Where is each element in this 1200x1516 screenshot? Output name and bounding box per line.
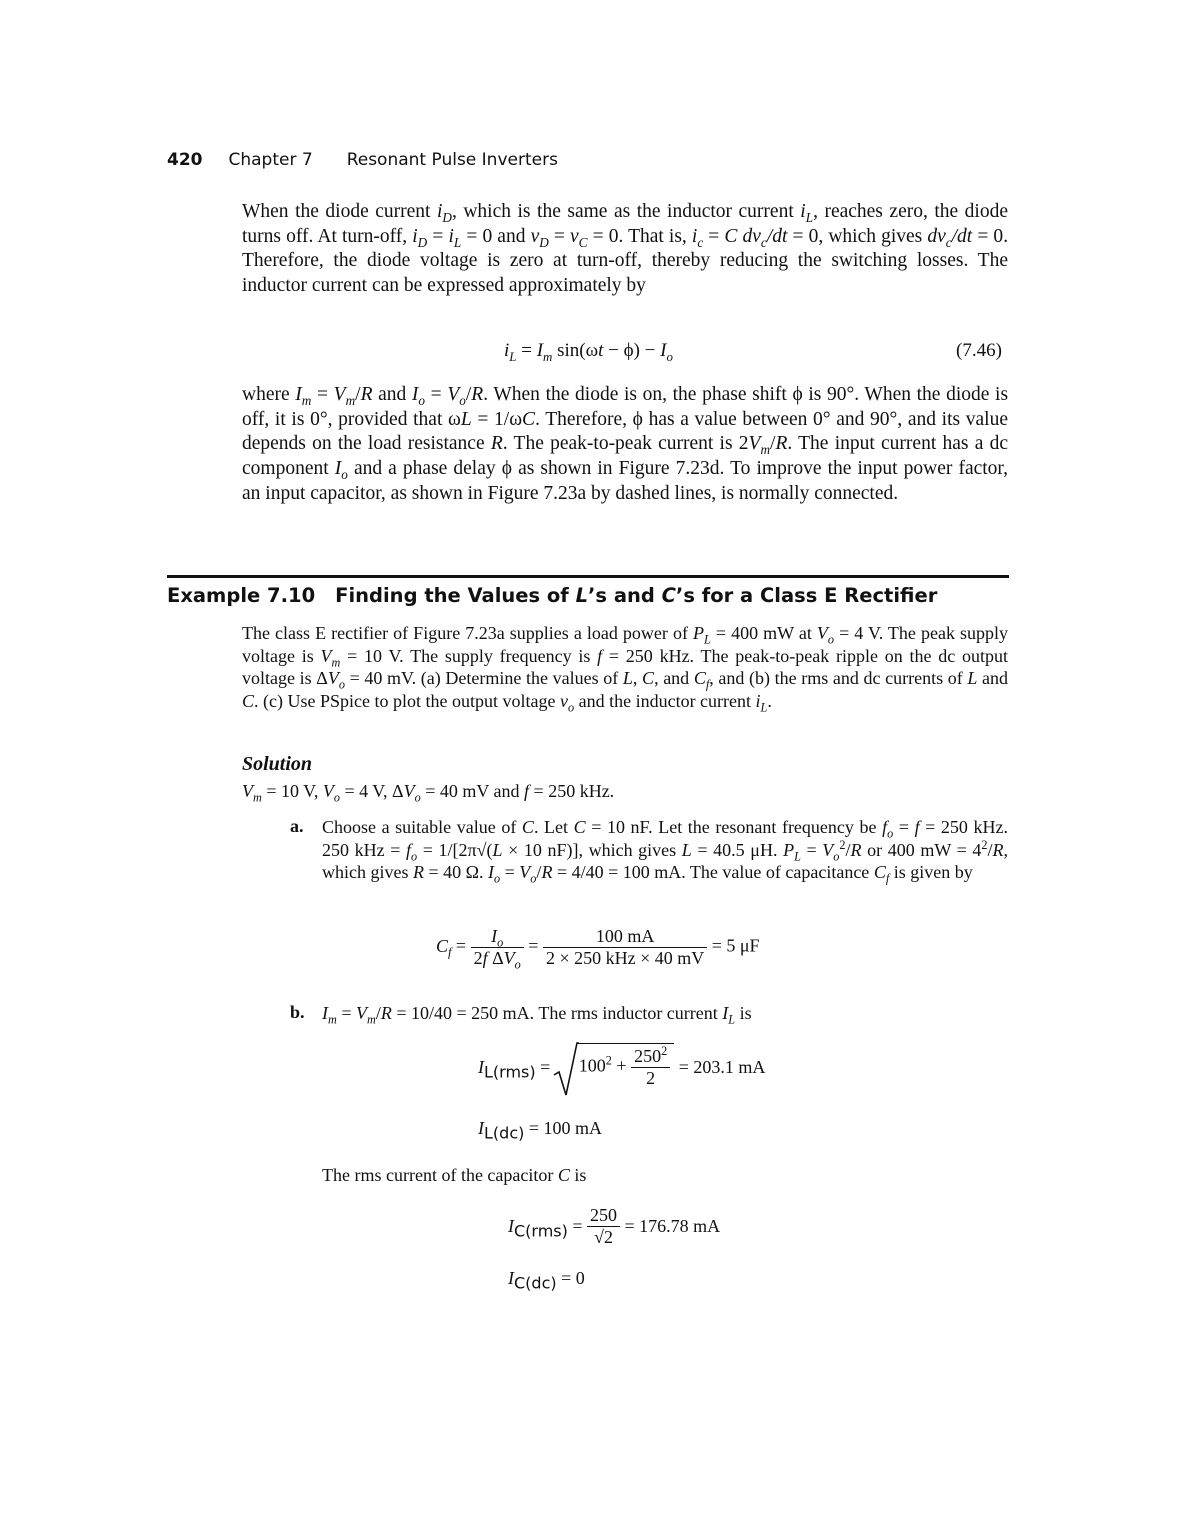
ic-dc-equation: $I_{C(dc)} = 0$ <box>508 1268 585 1293</box>
part-a-text-7: = 40.5 μH. <box>691 839 784 860</box>
explanation-paragraph: where $I_m = V_m/R$ and $I_o = V_o/R$. When the diode is on, the phase shift ϕ is 90°. When the diode is off, it is 0°, provided that ωL = 1/ωC. Therefore, ϕ has a value between 0° and 90°, and its value depends on the load resistance R. The peak-to-peak current is $2V_m/R$. The input current has a dc component $I_o$ and a phase delay ϕ as shown in Figure 7.23d. To improve the input power factor, an input capacitor, as shown in Figure 7.23a by dashed lines, is normally connected. <box>242 384 1009 504</box>
para2-text-9: and a phase delay <box>347 458 502 480</box>
solution-label: Solution <box>242 753 313 775</box>
example-text-3: = 4 V. The peak supply voltage is <box>242 623 1009 666</box>
example-text-10: . (c) Use PSpice to plot the output voltage <box>254 691 560 712</box>
part-a-text-9: , which gives <box>322 839 1009 883</box>
il-dc-result: = 100 mA <box>528 1118 603 1138</box>
part-a-label: a. <box>290 816 304 836</box>
example-label: Example 7.10 <box>167 584 316 607</box>
example-text-4: = 10 V. The supply frequency is <box>340 645 598 666</box>
ic-rms-result: = 176.78 mA <box>624 1216 721 1236</box>
example-title-b: ’s and <box>588 584 662 607</box>
page-number: 420 <box>167 150 203 170</box>
equation-7-46: $i_L = I_m$ $\sin(\omega t - \phi) - I_o$ <box>504 340 673 364</box>
cf-result: = 5 μF <box>711 935 760 956</box>
example-text-6: = 40 mV. (a) Determine the values of <box>344 668 623 689</box>
para2-text-8: . The input current has a dc component <box>242 433 1008 480</box>
chapter-title: Resonant Pulse Inverters <box>346 150 558 170</box>
running-header <box>167 150 558 170</box>
il-rms-equation: $I_{L(rms)}$ = $100^2$ + $\frac{250^2}{2}$ = 203.1 mA <box>478 1045 765 1089</box>
example-heading: Example 7.10 Finding the Values of L’s and C’s for a Class E Rectifier <box>167 584 938 607</box>
part-a-text-4: = 250 kHz. 250 kHz = <box>322 817 1008 860</box>
part-a-text-2: . Let <box>533 817 574 837</box>
example-statement: The class E rectifier of Figure 7.23a supplies a load power of $P_L = 400$ mW at $V_o = 4$ V. The peak supply voltage is $V_m = 10$ V. The supply frequency is f = 250 kHz. The peak-to-peak ripple on the dc output voltage is $\Delta V_o = 40$ mV. (a) Determine the values of L, C, and $C_f$, and (b) the rms and dc currents of L and C. (c) Use PSpice to plot the output voltage $v_o$ and the inductor current $i_L$. <box>242 623 1009 715</box>
part-a-text-8: or 400 mW = 4 <box>861 839 982 860</box>
part-a-text-11: = 4/40 = 100 mA. The value of capacitance <box>552 862 874 883</box>
part-a-text-12: is given by <box>889 862 973 883</box>
intro-text-3: , reaches zero, the diode turns off. At turn-off, <box>242 201 1009 247</box>
ic-rms-equation: $I_{C(rms)}$ = $\frac{250}{√2}$ = 176.78 mA <box>508 1205 721 1247</box>
intro-text-1: When the diode current <box>242 201 437 222</box>
chapter-label: Chapter 7 <box>228 150 313 170</box>
part-a-text-6: × 10 nF)], which gives <box>502 839 682 860</box>
part-b-text: $I_m = V_m/R = 10/40 = 250$ mA. The rms inductor current $I_L$ is <box>322 1003 752 1027</box>
cap-text-end: is <box>569 1165 587 1185</box>
il-rms-result: = 203.1 mA <box>678 1056 766 1077</box>
solution-givens: $V_m = 10$ V, $V_o = 4$ V, $\Delta V_o = 40$ mV and f = 250 kHz. <box>242 781 615 805</box>
il-dc-equation: $I_{L(dc)} = 100$ mA <box>478 1118 603 1143</box>
givens-text: = 40 mV and <box>420 781 525 801</box>
part-b-label: b. <box>290 1002 305 1022</box>
para2-text-6: has a value between 0° and 90°, and its value depends on the load resistance <box>242 408 1008 455</box>
intro-text-5: . That is, <box>618 225 692 247</box>
part-a-text-5: = 1/[2π√( <box>417 839 493 860</box>
equation-number: (7.46) <box>956 340 1002 361</box>
para2-text-2: and <box>372 384 412 405</box>
example-text-8: , and (b) the rms and dc currents of <box>709 668 968 689</box>
example-title-a: Finding the Values of <box>335 584 576 607</box>
part-a-text-10: = 40 Ω. <box>423 862 489 883</box>
para2-text-5: . Therefore, <box>535 408 633 430</box>
para2-text-10: as shown in Figure 7.23d. To improve the input power factor, an input capacitor, as shown in Figure 7.23a by dashed lines, is normally connected. <box>242 458 1009 504</box>
example-text-7: , and <box>654 668 694 689</box>
example-text-9: and <box>977 668 1008 689</box>
part-b-text-2: is <box>735 1003 752 1023</box>
sqrt-radical: $100^2$ + $\frac{250^2}{2}$ <box>555 1045 674 1089</box>
example-text-11: and the inductor current <box>574 691 756 712</box>
para2-text-1: where <box>242 384 296 405</box>
example-text-1: The class E rectifier of Figure 7.23a supplies a load power of <box>242 623 694 643</box>
part-b-text-1: = 10/40 = 250 mA. The rms inductor current <box>391 1003 723 1023</box>
part-a-text-3: = 10 nF. Let the resonant frequency be <box>585 817 883 837</box>
ic-fraction: $\frac{250}{√2}$ <box>587 1205 620 1248</box>
intro-text-6: , which gives <box>818 225 928 247</box>
intro-text-2: , which is the same as the inductor current <box>451 201 801 222</box>
cf-fraction-1: $\frac{I_o}{2f \Delta V_o}$ <box>471 926 524 969</box>
intro-text-7: . Therefore, the diode voltage is zero at turn-off, thereby reducing the switching losses. The inductor current can be expressed approximately by <box>242 225 1009 297</box>
para2-text-3: . When the diode is on, the phase shift <box>483 384 793 405</box>
part-a-text: Choose a suitable value of C. Let C = 10 nF. Let the resonant frequency be $f_o = f = 250$ kHz. 250 kHz = $f_o = 1/[2\pi√(L \times 10$ nF)], which gives L = 40.5 μH. $P_L = V_o^2/R$ or 400 mW = $4^2/R$, which gives R = 40 Ω. $I_o = V_o/R = 4/40 = 100$ mA. The value of capacitance $C_f$ is given by <box>322 817 1009 886</box>
example-text-2: = 400 mW at <box>710 623 817 643</box>
example-title-c: ’s for a Class E Rectifier <box>675 584 938 607</box>
capacitor-rms-text: The rms current of the capacitor C is <box>322 1165 587 1185</box>
part-a-text-1: Choose a suitable value of <box>322 817 522 837</box>
ic-dc-result: = 0 <box>561 1268 585 1288</box>
intro-text-4: and <box>492 225 531 247</box>
example-text-5: = 250 kHz. The peak-to-peak ripple on the dc output voltage is <box>242 645 1008 689</box>
para2-text-4: is 90°. When the diode is off, it is 0°, provided that <box>242 384 1009 430</box>
example-rule <box>167 575 1009 578</box>
para2-text-7: . The peak-to-peak current is <box>502 433 739 455</box>
cap-text: The rms current of the capacitor <box>322 1165 558 1185</box>
sqrt-sign <box>553 1041 579 1097</box>
intro-paragraph: When the diode current $i_D$, which is the same as the inductor current $i_L$, reaches zero, the diode turns off. At turn-off, $i_D = i_L = 0$ and $v_D = v_C = 0$. That is, $i_c = C$ $dv_c/dt = 0$, which gives $dv_c/dt = 0$. Therefore, the diode voltage is zero at turn-off, thereby reducing the switching losses. The inductor current can be expressed approximately by <box>242 201 1009 297</box>
cf-equation: $C_f$ = $\frac{I_o}{2f \Delta V_o}$ = $\frac{100 mA}{\text{2 × 250 kHz × 40 mV}}$ = 5 μF <box>436 926 760 972</box>
cf-fraction-2: $\frac{100 mA}{\text{2 × 250 kHz × 40 mV}}$ <box>543 926 707 969</box>
